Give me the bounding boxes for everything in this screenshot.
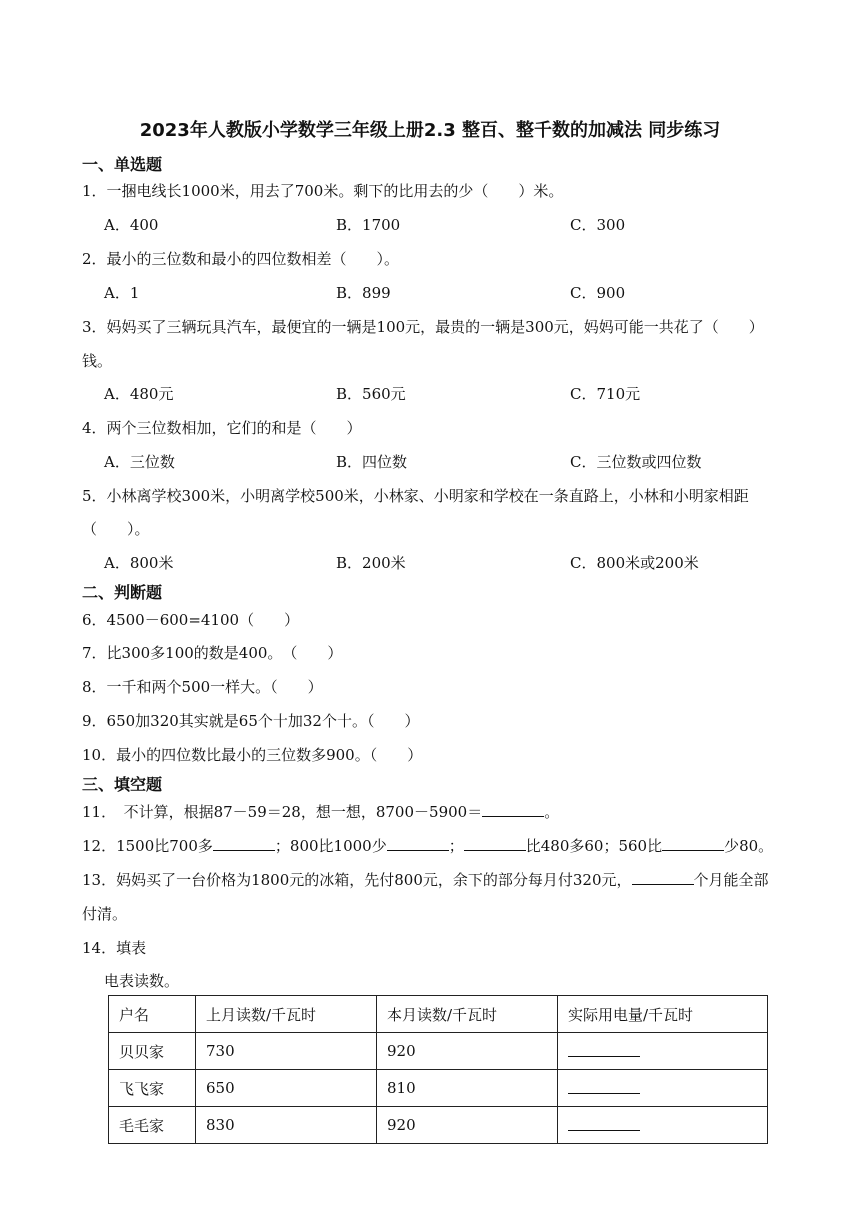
- question-9: 9．650加320其实就是65个十加32个十。（ ）: [82, 712, 420, 730]
- usage-cell: [558, 1107, 768, 1144]
- question-13-continued: 付清。: [82, 905, 128, 923]
- question-10: 10．最小的四位数比最小的三位数多900。（ ）: [82, 746, 423, 764]
- table-row: [109, 1070, 768, 1107]
- usage-cell: [558, 1070, 768, 1107]
- question-12-part-1: 12．1500比700多: [82, 837, 213, 855]
- answer-blank[interactable]: [464, 836, 526, 851]
- q3-option-c: C．710元: [570, 385, 641, 403]
- question-11-text: 11． 不计算，根据87－59＝28，想一想，8700－5900＝: [82, 803, 483, 821]
- answer-blank[interactable]: [662, 836, 724, 851]
- question-14: 14．填表: [82, 939, 147, 957]
- q3-option-a: A．480元: [104, 385, 174, 403]
- q2-option-c: C．900: [570, 284, 626, 302]
- q5-option-b: B．200米: [336, 554, 406, 572]
- answer-blank[interactable]: [213, 836, 275, 851]
- question-11-end: 。: [544, 803, 560, 821]
- this-month-reading: 810: [377, 1070, 558, 1107]
- question-13-tail: 个月能全部: [693, 871, 769, 889]
- q1-option-b: B．1700: [336, 216, 401, 234]
- question-6: 6．4500－600=4100（ ）: [82, 611, 300, 629]
- answer-blank[interactable]: [568, 1042, 640, 1057]
- question-8: 8．一千和两个500一样大。（ ）: [82, 678, 323, 696]
- question-4: 4．两个三位数相加，它们的和是（ ）: [82, 419, 362, 437]
- usage-cell: [558, 1033, 768, 1070]
- answer-blank[interactable]: [387, 836, 449, 851]
- answer-blank[interactable]: [482, 802, 544, 817]
- header-household: 户名: [109, 996, 196, 1033]
- last-month-reading: 730: [196, 1033, 377, 1070]
- table-caption: 电表读数。: [104, 972, 180, 990]
- q5-option-c: C．800米或200米: [570, 554, 699, 572]
- question-3-continued: 钱。: [82, 352, 113, 370]
- meter-reading-table: [108, 995, 768, 1144]
- q5-option-a: A．800米: [104, 554, 174, 572]
- table-row: [109, 1107, 768, 1144]
- question-7: 7．比300多100的数是400。 （ ）: [82, 644, 343, 662]
- q2-option-b: B．899: [336, 284, 391, 302]
- question-12-part-5: 少80。: [724, 837, 774, 855]
- question-12-part-4: 比480多60；560比: [525, 837, 663, 855]
- section-heading-true-false: 二、判断题: [82, 583, 163, 602]
- household-name: 毛毛家: [109, 1107, 196, 1144]
- question-11: [82, 801, 559, 822]
- header-last-month: 上月读数/千瓦时: [196, 996, 377, 1033]
- section-heading-single-choice: 一、单选题: [82, 155, 163, 174]
- q1-option-c: C．300: [570, 216, 626, 234]
- answer-blank[interactable]: [568, 1116, 640, 1131]
- last-month-reading: 830: [196, 1107, 377, 1144]
- question-3: 3．妈妈买了三辆玩具汽车，最便宜的一辆是100元，最贵的一辆是300元，妈妈可能一共花了（ ）: [82, 318, 764, 336]
- table-header-row: [109, 996, 768, 1033]
- this-month-reading: 920: [377, 1033, 558, 1070]
- header-this-month: 本月读数/千瓦时: [377, 996, 558, 1033]
- section-heading-fill-blank: 三、填空题: [82, 775, 163, 794]
- question-5: 5．小林离学校300米，小明离学校500米，小林家、小明家和学校在一条直路上，小林和小明家相距: [82, 487, 749, 505]
- question-12: [82, 835, 773, 856]
- question-2: 2．最小的三位数和最小的四位数相差（ ）。: [82, 250, 400, 268]
- q4-option-b: B．四位数: [336, 453, 408, 471]
- answer-blank[interactable]: [568, 1079, 640, 1094]
- household-name: 贝贝家: [109, 1033, 196, 1070]
- q2-option-a: A．1: [104, 284, 140, 302]
- question-13-text: 13．妈妈买了一台价格为1800元的冰箱，先付800元，余下的部分每月付320元，: [82, 871, 632, 889]
- this-month-reading: 920: [377, 1107, 558, 1144]
- household-name: 飞飞家: [109, 1070, 196, 1107]
- q1-option-a: A．400: [104, 216, 159, 234]
- table-row: [109, 1033, 768, 1070]
- q3-option-b: B．560元: [336, 385, 406, 403]
- question-13: [82, 869, 769, 890]
- question-1: 1．一捆电线长1000米，用去了700米。剩下的比用去的少（ ）米。: [82, 182, 564, 200]
- header-actual-usage: 实际用电量/千瓦时: [558, 996, 768, 1033]
- last-month-reading: 650: [196, 1070, 377, 1107]
- question-12-part-2: ；800比1000少: [274, 837, 387, 855]
- question-12-part-3: ；: [448, 837, 464, 855]
- page-title: 2023年人教版小学数学三年级上册2.3 整百、整千数的加减法 同步练习: [139, 120, 721, 141]
- question-5-continued: （ ）。: [82, 520, 150, 538]
- q4-option-c: C．三位数或四位数: [570, 453, 702, 471]
- q4-option-a: A．三位数: [104, 453, 175, 471]
- answer-blank[interactable]: [632, 870, 694, 885]
